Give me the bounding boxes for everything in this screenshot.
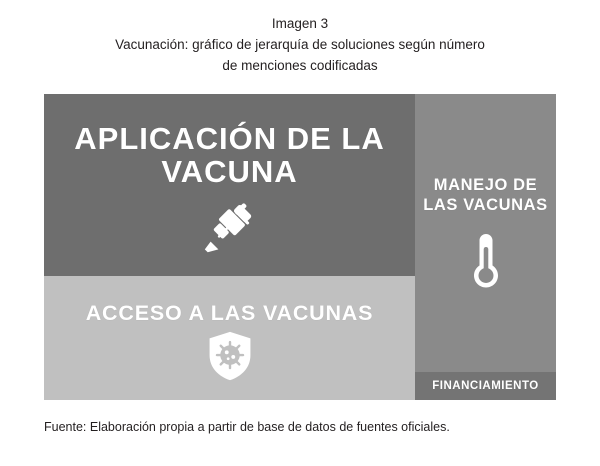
treemap-chart <box>44 94 556 400</box>
figure-title-line-1: Vacunación: gráfico de jerarquía de soluciones según número <box>115 36 485 52</box>
virus-shield-icon <box>205 330 255 382</box>
treemap-cell-label: ACCESO A LAS VACUNAS <box>85 300 374 325</box>
treemap-cell-label: FINANCIAMIENTO <box>432 379 539 392</box>
treemap-cell-acceso-a-las-vacunas[interactable] <box>44 276 415 400</box>
treemap-cell-manejo-de-las-vacunas[interactable] <box>415 94 556 372</box>
treemap-cell-financiamiento[interactable] <box>415 372 556 400</box>
figure-caption-top <box>0 0 600 77</box>
figure-number: Imagen 3 <box>271 16 329 31</box>
thermometer-icon <box>471 232 501 290</box>
figure-title-line-2: de menciones codificadas <box>222 57 378 73</box>
syringe-icon <box>199 199 261 261</box>
figure-source-note: Fuente: Elaboración propia a partir de base de datos de fuentes oficiales. <box>44 420 450 434</box>
treemap-cell-label: APLICACIÓN DE LA VACUNA <box>74 121 385 189</box>
treemap-cell-label: MANEJO DE LAS VACUNAS <box>423 176 548 214</box>
treemap-figure <box>44 94 556 400</box>
treemap-cell-aplicacion-de-la-vacuna[interactable] <box>44 94 415 276</box>
